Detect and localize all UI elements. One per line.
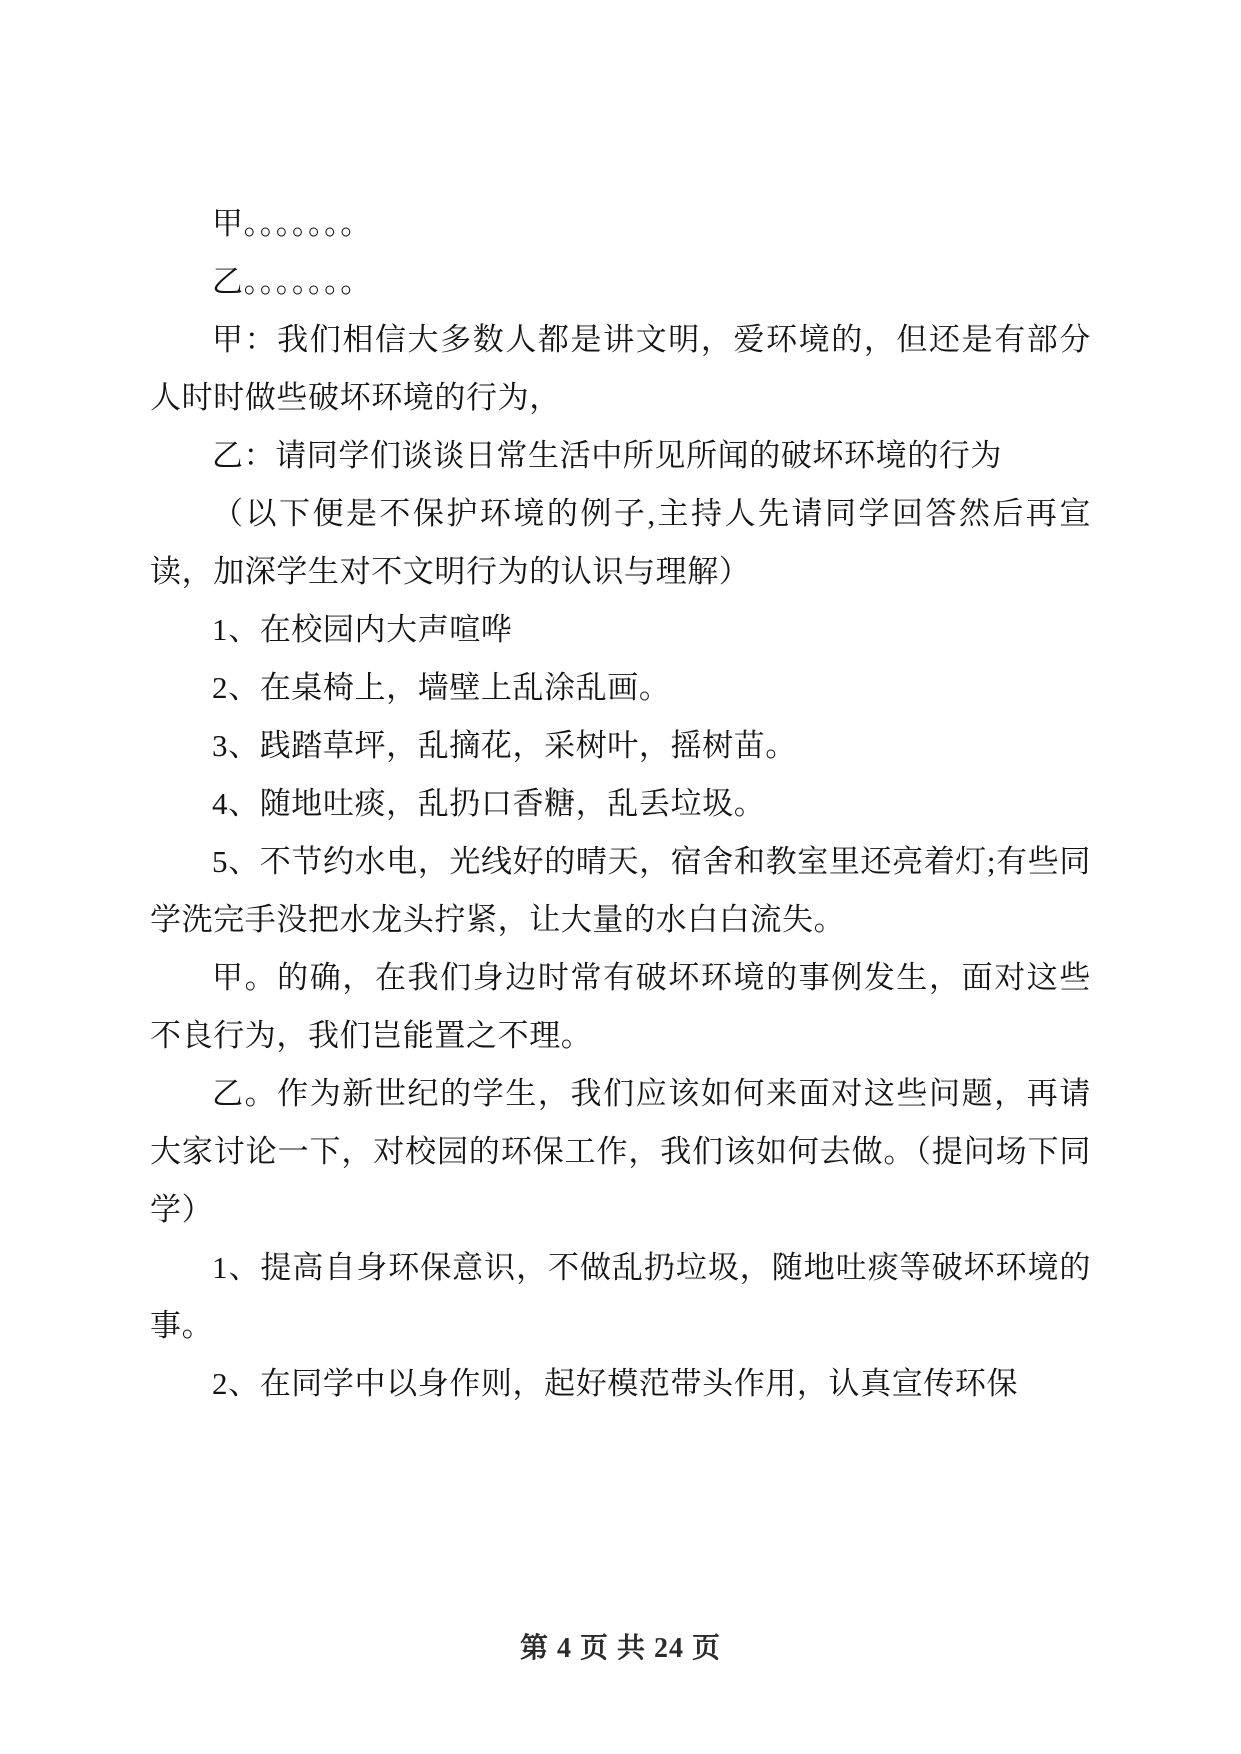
page-footer: 第 4 页 共 24 页 — [519, 1633, 721, 1664]
list-item: 2、在同学中以身作则，起好模范带头作用，认真宣传环保 — [212, 1366, 1019, 1401]
paragraph: 甲。的确，在我们身边时常有破坏环境的事例发生，面对这些不良行为，我们岂能置之不理。 — [150, 960, 1091, 1053]
paragraph: 甲。。。。。。。 — [212, 206, 372, 241]
list-item: 1、提高自身环保意识，不做乱扔垃圾，随地吐痰等破坏环境的事。 — [150, 1250, 1091, 1343]
list-item: 5、不节约水电，光线好的晴天，宿舍和教室里还亮着灯;有些同学洗完手没把水龙头拧紧，让大量的水白白流失。 — [150, 844, 1091, 937]
paragraph: 乙：请同学们谈谈日常生活中所见所闻的破坏环境的行为 — [212, 438, 1002, 473]
paragraph: 乙。。。。。。。 — [212, 264, 372, 299]
document-body — [150, 195, 1091, 1413]
list-item: 2、在桌椅上，墙壁上乱涂乱画。 — [212, 670, 671, 705]
paragraph: 乙。作为新世纪的学生，我们应该如何来面对这些问题，再请大家讨论一下，对校园的环保工作，我们该如何去做。（提问场下同学） — [150, 1076, 1091, 1227]
paragraph: （以下便是不保护环境的例子,主持人先请同学回答然后再宣读，加深学生对不文明行为的认识与理解） — [150, 496, 1091, 589]
list-item: 4、随地吐痰，乱扔口香糖，乱丢垃圾。 — [212, 786, 766, 821]
list-item: 1、在校园内大声喧哗 — [212, 612, 513, 647]
paragraph: 甲：我们相信大多数人都是讲文明，爱环境的，但还是有部分人时时做些破坏环境的行为， — [150, 322, 1091, 415]
list-item: 3、践踏草坪，乱摘花，采树叶，摇树苗。 — [212, 728, 797, 763]
